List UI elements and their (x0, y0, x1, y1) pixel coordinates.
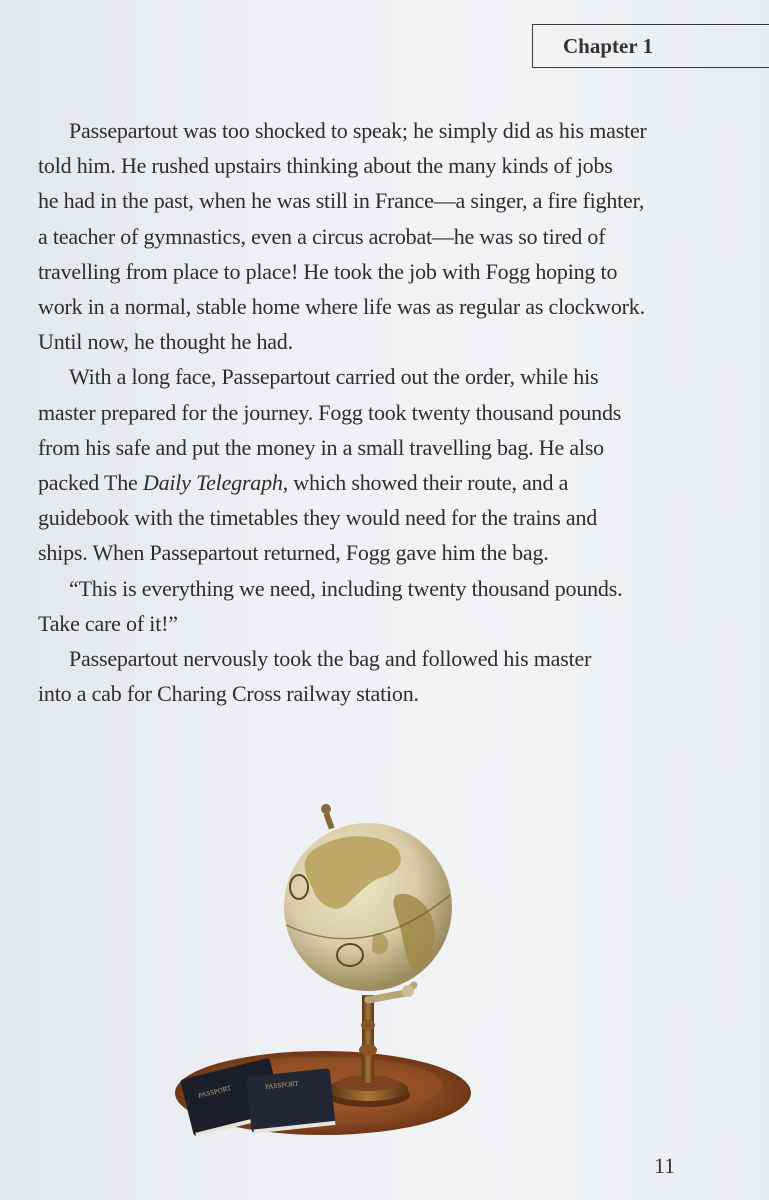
text-line: Take care of it!” (38, 610, 178, 636)
page-number: 11 (654, 1153, 676, 1178)
text-line: “This is everything we need, including twenty thousand pounds. (69, 575, 623, 601)
text-line: guidebook with the timetables they would need for the trains and (38, 505, 598, 531)
text-line: work in a normal, stable home where life was as regular as clockwork. (38, 294, 645, 320)
passport-label: PASSPORT (197, 1084, 232, 1100)
chapter-heading (532, 24, 769, 68)
text-line: into a cab for Charing Cross railway station. (38, 681, 419, 707)
text-line: from his safe and put the money in a small travelling bag. He also (38, 434, 604, 460)
text-fragment: packed The (38, 470, 143, 496)
newspaper-title: Daily Telegraph (142, 470, 283, 496)
text-line: a teacher of gymnastics, even a circus acrobat—he was so tired of (38, 223, 606, 249)
passport (246, 1068, 335, 1133)
body-text (38, 113, 678, 711)
text-line: master prepared for the journey. Fogg took twenty thousand pounds (38, 399, 622, 425)
chapter-label: Chapter 1 (563, 33, 654, 58)
text-line: travelling from place to place! He took the job with Fogg hoping to (38, 258, 618, 284)
text-line: Passepartout was too shocked to speak; he simply did as his master (69, 118, 647, 143)
text-line: With a long face, Passepartout carried out the order, while his (69, 364, 599, 390)
text-line: told him. He rushed upstairs thinking about the many kinds of jobs (38, 153, 613, 179)
text-line: ships. When Passepartout returned, Fogg gave him the bag. (38, 540, 549, 566)
text-line-with-title (38, 465, 678, 500)
text-fragment: , which showed their route, and a (282, 470, 569, 496)
text-line: Passepartout nervously took the bag and followed his master (69, 646, 592, 672)
globe-stand (362, 995, 374, 1083)
passport-label: PASSPORT (264, 1079, 299, 1092)
text-line: he had in the past, when he was still in France—a singer, a fire fighter, (38, 188, 645, 214)
text-line: Until now, he thought he had. (38, 329, 293, 355)
globe-illustration (168, 795, 478, 1145)
